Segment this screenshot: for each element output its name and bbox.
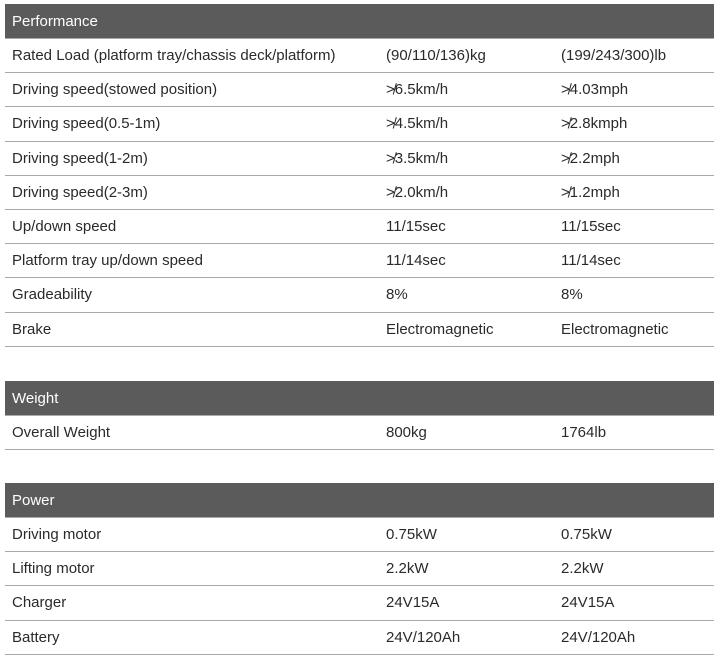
metric-value: 24V15A (386, 594, 440, 612)
imperial-value: ≯4.03mph (561, 81, 629, 99)
metric-value: ≯3.5km/h (386, 149, 449, 167)
imperial-value: 24V15A (561, 594, 615, 612)
table-row (5, 313, 714, 347)
table-row (5, 621, 714, 655)
spec-rows (5, 38, 714, 347)
spec-label: Driving speed(0.5-1m) (12, 115, 161, 133)
imperial-value: 8% (561, 286, 583, 304)
spec-label: Platform tray up/down speed (12, 252, 203, 270)
imperial-value: Electromagnetic (561, 320, 669, 338)
spec-label: Overall Weight (12, 424, 111, 442)
table-row (5, 142, 714, 176)
spec-label: Driving speed(2-3m) (12, 183, 148, 201)
metric-value: (90/110/136)kg (386, 47, 486, 65)
imperial-value: 0.75kW (561, 526, 612, 544)
spec-label: Battery (12, 628, 60, 646)
imperial-value: ≯2.8kmph (561, 115, 628, 133)
metric-value: 8% (386, 286, 408, 304)
spec-label: Gradeability (12, 286, 93, 304)
power-section (5, 483, 714, 655)
imperial-value: ≯1.2mph (561, 183, 620, 201)
spec-label: Driving speed(stowed position) (12, 81, 218, 99)
imperial-value: ≯2.2mph (561, 149, 620, 167)
table-row (5, 73, 714, 107)
imperial-value: 1764lb (561, 424, 607, 442)
metric-value: ≯4.5km/h (386, 115, 449, 133)
spec-label: Rated Load (platform tray/chassis deck/platform) (12, 47, 336, 65)
metric-value: ≯6.5km/h (386, 81, 449, 99)
imperial-value: 11/14sec (561, 252, 621, 270)
section-header: Power (5, 483, 714, 517)
metric-value: 0.75kW (386, 526, 437, 544)
spec-label: Charger (12, 594, 67, 612)
imperial-value: 11/15sec (561, 218, 621, 236)
metric-value: 11/15sec (386, 218, 446, 236)
imperial-value: 24V/120Ah (561, 628, 636, 646)
imperial-value: 2.2kW (561, 560, 604, 578)
table-row (5, 210, 714, 244)
spec-rows (5, 517, 714, 655)
metric-value: ≯2.0km/h (386, 183, 449, 201)
spec-label: Lifting motor (12, 560, 95, 578)
table-row (5, 552, 714, 586)
table-row (5, 244, 714, 278)
section-header: Performance (5, 4, 714, 38)
metric-value: 800kg (386, 424, 427, 442)
performance-section (5, 4, 714, 347)
table-row (5, 586, 714, 620)
table-row (5, 416, 714, 450)
spec-label: Brake (12, 320, 52, 338)
table-row (5, 39, 714, 73)
table-row (5, 176, 714, 210)
metric-value: 24V/120Ah (386, 628, 461, 646)
table-row (5, 107, 714, 141)
metric-value: 2.2kW (386, 560, 429, 578)
table-row (5, 518, 714, 552)
imperial-value: (199/243/300)lb (561, 47, 667, 65)
spec-rows (5, 415, 714, 450)
spec-label: Driving motor (12, 526, 102, 544)
spec-label: Up/down speed (12, 218, 117, 236)
section-header: Weight (5, 381, 714, 415)
spec-label: Driving speed(1-2m) (12, 149, 148, 167)
weight-section (5, 381, 714, 450)
metric-value: 11/14sec (386, 252, 446, 270)
table-row (5, 278, 714, 312)
metric-value: Electromagnetic (386, 320, 494, 338)
